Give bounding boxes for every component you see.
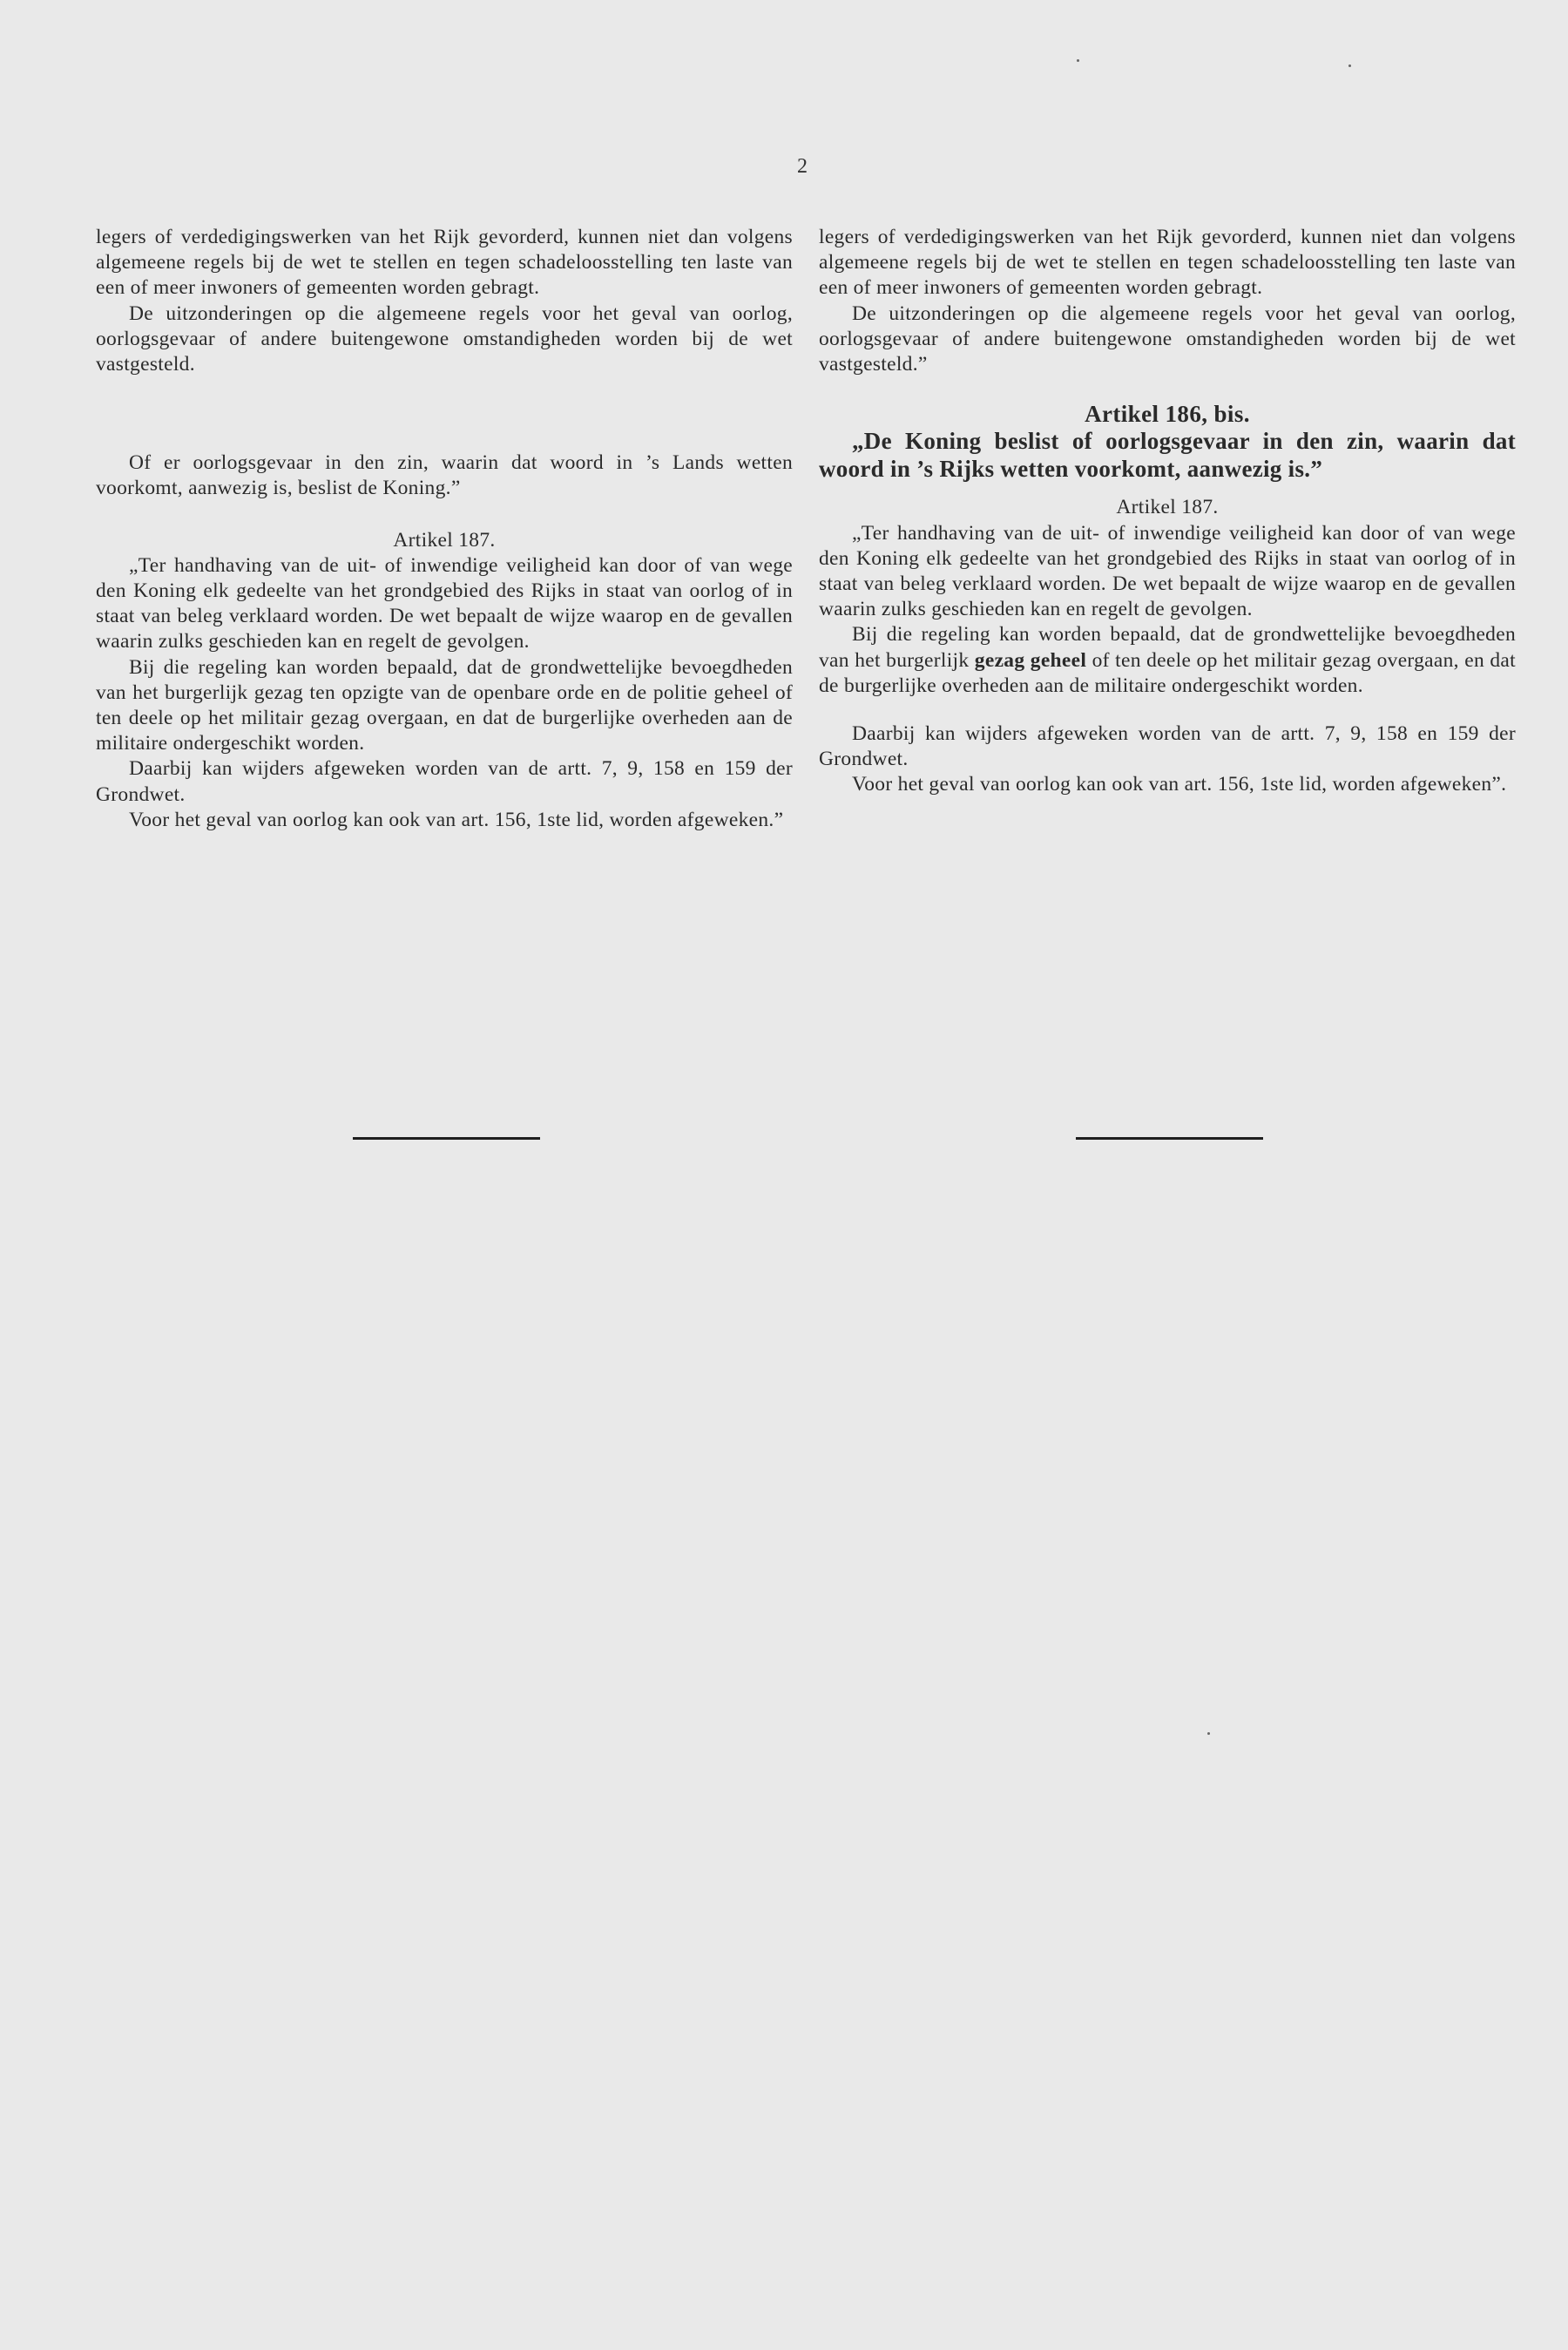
right-article-186-bis-text: „De Koning beslist of oorlogsgevaar in den zin, waarin dat woord in ’s Rijks wetten voorkomt, aanwezig is.” [819, 428, 1516, 483]
right-paragraph-2-bold: gezag geheel [974, 648, 1087, 672]
right-intro-paragraph: legers of verdedigingswerken van het Rijk gevorderd, kunnen niet dan volgens algemeene regels bij de wet te stellen en tegen schadeloosstelling ten laste van een of meer inwoners of gemeenten worden gebragt. [819, 226, 1516, 300]
left-exceptions-paragraph: De uitzonderingen op die algemeene regels voor het geval van oorlog, oorlogsgevaar of andere buitengewone omstandigheden worden bij de wet vastgesteld. [96, 301, 793, 376]
left-article-187-paragraph-1: „Ter handhaving van de uit- of inwendige veiligheid kan door of van wege den Koning elk gedeelte van het grondgebied des Rijks in staat van oorlog of in staat van beleg verklaard worden. De wet bepaalt de wijze waarop en de gevallen waarin zulks geschieden kan en regelt de gevolgen. [96, 553, 793, 654]
left-article-187-heading: Artikel 187. [393, 528, 496, 552]
right-paragraph-2-pre: Bij die regeling kan worden bepaald, dat de grondwettelijke bevoegdheden van het burgerlijk [819, 623, 1516, 672]
right-exceptions-paragraph: De uitzonderingen op die algemeene regels voor het geval van oorlog, oorlogsgevaar of andere buitengewone omstandigheden worden bij de wet vastgesteld.” [819, 301, 1516, 376]
left-article-187-paragraph-2: Bij die regeling kan worden bepaald, dat de grondwettelijke bevoegdheden van het burgerlijk gezag ten opzigte van de openbare orde en de politie geheel of ten deele op het militair gezag overgaan, en dat de burgerlijke overheden aan de militaire ondergeschikt worden. [96, 655, 793, 755]
right-article-187-paragraph-1: „Ter handhaving van de uit- of inwendige veiligheid kan door of van wege den Koning elk gedeelte van het grondgebied des Rijks in staat van oorlog of in staat van beleg verklaard worden. De wet bepaalt de wijze waarop en de gevallen waarin zulks geschieden kan en regelt de gevolgen. [819, 521, 1516, 621]
right-article-186-bis-heading: Artikel 186, bis. [1085, 401, 1250, 428]
left-end-rule [353, 1137, 540, 1140]
right-article-187-heading: Artikel 187. [1116, 496, 1219, 519]
scan-speck [1077, 59, 1079, 62]
left-war-danger-paragraph: Of er oorlogsgevaar in den zin, waarin dat woord in ’s Lands wetten voorkomt, aanwezig is, beslist de Koning.” [96, 451, 793, 500]
scan-speck [1348, 64, 1351, 67]
page-number: 2 [797, 155, 808, 178]
right-paragraph-2-post: of ten deele op het militair gezag overgaan, en dat de burgerlijke overheden aan de militaire ondergeschikt worden. [819, 648, 1516, 697]
left-article-187-paragraph-4: Voor het geval van oorlog kan ook van art. 156, 1ste lid, worden afgeweken.” [129, 808, 784, 831]
right-article-187-paragraph-2 [819, 622, 1516, 699]
left-column-current-text [96, 225, 793, 833]
right-column-proposed-text [819, 225, 1516, 798]
right-end-rule [1076, 1137, 1263, 1140]
left-article-187-paragraph-3: Daarbij kan wijders afgeweken worden van de artt. 7, 9, 158 en 159 der Grondwet. [96, 757, 793, 806]
scan-speck [1207, 1732, 1210, 1735]
right-article-187-paragraph-4: Voor het geval van oorlog kan ook van art. 156, 1ste lid, worden afgeweken”. [852, 773, 1507, 796]
left-intro-paragraph: legers of verdedigingswerken van het Rijk gevorderd, kunnen niet dan volgens algemeene regels bij de wet te stellen en tegen schadeloosstelling ten laste van een of meer inwoners of gemeenten worden gebragt. [96, 226, 793, 300]
right-article-187-paragraph-3: Daarbij kan wijders afgeweken worden van de artt. 7, 9, 158 en 159 der Grondwet. [819, 722, 1516, 771]
